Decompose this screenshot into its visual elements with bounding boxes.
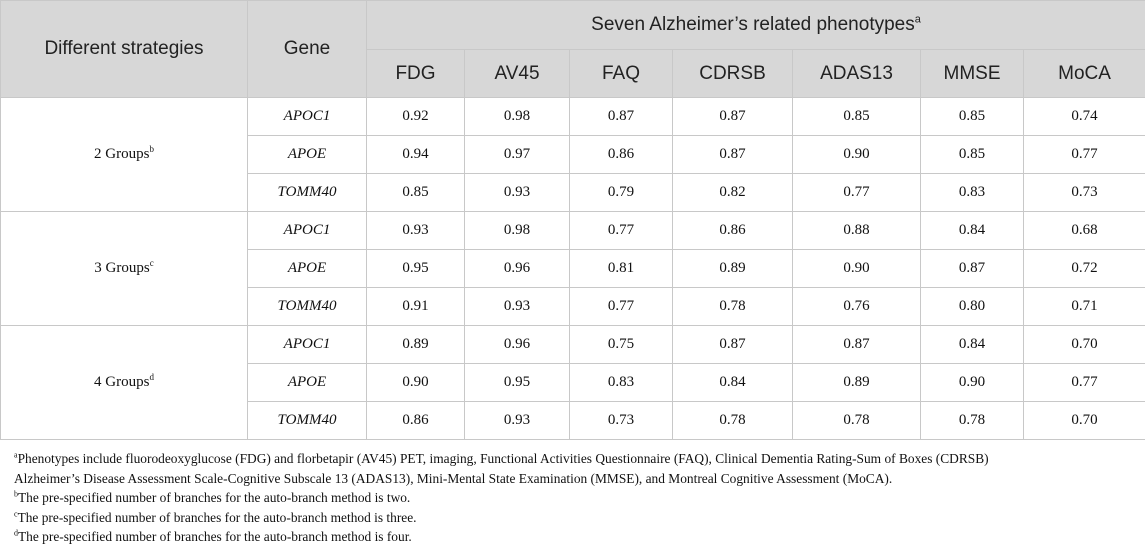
value-cell: 0.72	[1024, 250, 1145, 288]
value-cell: 0.87	[793, 326, 921, 364]
gene-cell: APOE	[248, 136, 367, 174]
value-cell: 0.83	[570, 364, 673, 402]
table-row	[1, 212, 1145, 250]
value-cell: 0.89	[793, 364, 921, 402]
value-cell: 0.95	[465, 364, 570, 402]
header-strategy: Different strategies	[1, 1, 248, 98]
footnote-a-cont: Alzheimer’s Disease Assessment Scale-Cognitive Subscale 13 (ADAS13), Mini-Mental State Examination (MMSE), and Montreal Cognitive Assessment (MoCA).	[14, 470, 893, 486]
value-cell: 0.73	[570, 402, 673, 440]
footnote-b: $^b$The pre-specified number of branches for the auto-branch method is two.	[14, 489, 411, 505]
value-cell: 0.84	[921, 212, 1024, 250]
value-cell: 0.87	[570, 98, 673, 136]
value-cell: 0.85	[921, 136, 1024, 174]
value-cell: 0.77	[1024, 136, 1145, 174]
value-cell: 0.87	[921, 250, 1024, 288]
value-cell: 0.68	[1024, 212, 1145, 250]
value-cell: 0.70	[1024, 402, 1145, 440]
value-cell: 0.85	[793, 98, 921, 136]
header-phenotype: AV45	[465, 50, 570, 98]
value-cell: 0.86	[367, 402, 465, 440]
gene-cell: APOC1	[248, 98, 367, 136]
value-cell: 0.78	[673, 402, 793, 440]
value-cell: 0.78	[921, 402, 1024, 440]
value-cell: 0.79	[570, 174, 673, 212]
value-cell: 0.93	[367, 212, 465, 250]
gene-cell: TOMM40	[248, 174, 367, 212]
value-cell: 0.96	[465, 326, 570, 364]
value-cell: 0.80	[921, 288, 1024, 326]
header-phenotype: FDG	[367, 50, 465, 98]
value-cell: 0.96	[465, 250, 570, 288]
value-cell: 0.93	[465, 174, 570, 212]
value-cell: 0.90	[793, 250, 921, 288]
value-cell: 0.85	[367, 174, 465, 212]
value-cell: 0.90	[793, 136, 921, 174]
value-cell: 0.98	[465, 212, 570, 250]
gene-cell: APOC1	[248, 212, 367, 250]
footnote-c: $^c$The pre-specified number of branches for the auto-branch method is three.	[14, 509, 417, 525]
header-phenotype: MMSE	[921, 50, 1024, 98]
header-phenotype-group: Seven Alzheimer’s related phenotypes$^a$	[367, 1, 1145, 50]
value-cell: 0.77	[1024, 364, 1145, 402]
value-cell: 0.78	[673, 288, 793, 326]
value-cell: 0.87	[673, 98, 793, 136]
value-cell: 0.73	[1024, 174, 1145, 212]
header-gene: Gene	[248, 1, 367, 98]
value-cell: 0.81	[570, 250, 673, 288]
footnote-d: $^d$The pre-specified number of branches for the auto-branch method is four.	[14, 528, 412, 544]
gene-cell: TOMM40	[248, 288, 367, 326]
value-cell: 0.90	[367, 364, 465, 402]
header-phenotype: MoCA	[1024, 50, 1145, 98]
value-cell: 0.86	[673, 212, 793, 250]
value-cell: 0.82	[673, 174, 793, 212]
value-cell: 0.77	[793, 174, 921, 212]
value-cell: 0.90	[921, 364, 1024, 402]
footnotes	[14, 449, 1139, 547]
value-cell: 0.92	[367, 98, 465, 136]
table-row	[1, 98, 1145, 136]
value-cell: 0.77	[570, 212, 673, 250]
table-row	[1, 326, 1145, 364]
table-body	[1, 98, 1145, 440]
table-header	[1, 1, 1145, 98]
value-cell: 0.91	[367, 288, 465, 326]
group-label: 3 Groups$^c$	[1, 212, 248, 326]
value-cell: 0.84	[673, 364, 793, 402]
group-label: 2 Groups$^b$	[1, 98, 248, 212]
group-label: 4 Groups$^d$	[1, 326, 248, 440]
value-cell: 0.98	[465, 98, 570, 136]
header-phenotype: ADAS13	[793, 50, 921, 98]
value-cell: 0.94	[367, 136, 465, 174]
value-cell: 0.93	[465, 402, 570, 440]
value-cell: 0.84	[921, 326, 1024, 364]
value-cell: 0.97	[465, 136, 570, 174]
value-cell: 0.93	[465, 288, 570, 326]
footnote-a: $^a$Phenotypes include fluorodeoxyglucose (FDG) and florbetapir (AV45) PET, imaging, Functional Activities Questionnaire (FAQ), Clinical Dementia Rating-Sum of Boxes (CDRSB)	[14, 450, 989, 466]
value-cell: 0.86	[570, 136, 673, 174]
value-cell: 0.70	[1024, 326, 1145, 364]
value-cell: 0.89	[367, 326, 465, 364]
value-cell: 0.89	[673, 250, 793, 288]
gene-cell: APOE	[248, 250, 367, 288]
gene-cell: TOMM40	[248, 402, 367, 440]
value-cell: 0.87	[673, 326, 793, 364]
value-cell: 0.83	[921, 174, 1024, 212]
value-cell: 0.74	[1024, 98, 1145, 136]
value-cell: 0.71	[1024, 288, 1145, 326]
value-cell: 0.77	[570, 288, 673, 326]
value-cell: 0.88	[793, 212, 921, 250]
header-phenotype: CDRSB	[673, 50, 793, 98]
gene-cell: APOE	[248, 364, 367, 402]
value-cell: 0.78	[793, 402, 921, 440]
value-cell: 0.76	[793, 288, 921, 326]
value-cell: 0.95	[367, 250, 465, 288]
header-phenotype: FAQ	[570, 50, 673, 98]
value-cell: 0.75	[570, 326, 673, 364]
value-cell: 0.85	[921, 98, 1024, 136]
gene-cell: APOC1	[248, 326, 367, 364]
value-cell: 0.87	[673, 136, 793, 174]
